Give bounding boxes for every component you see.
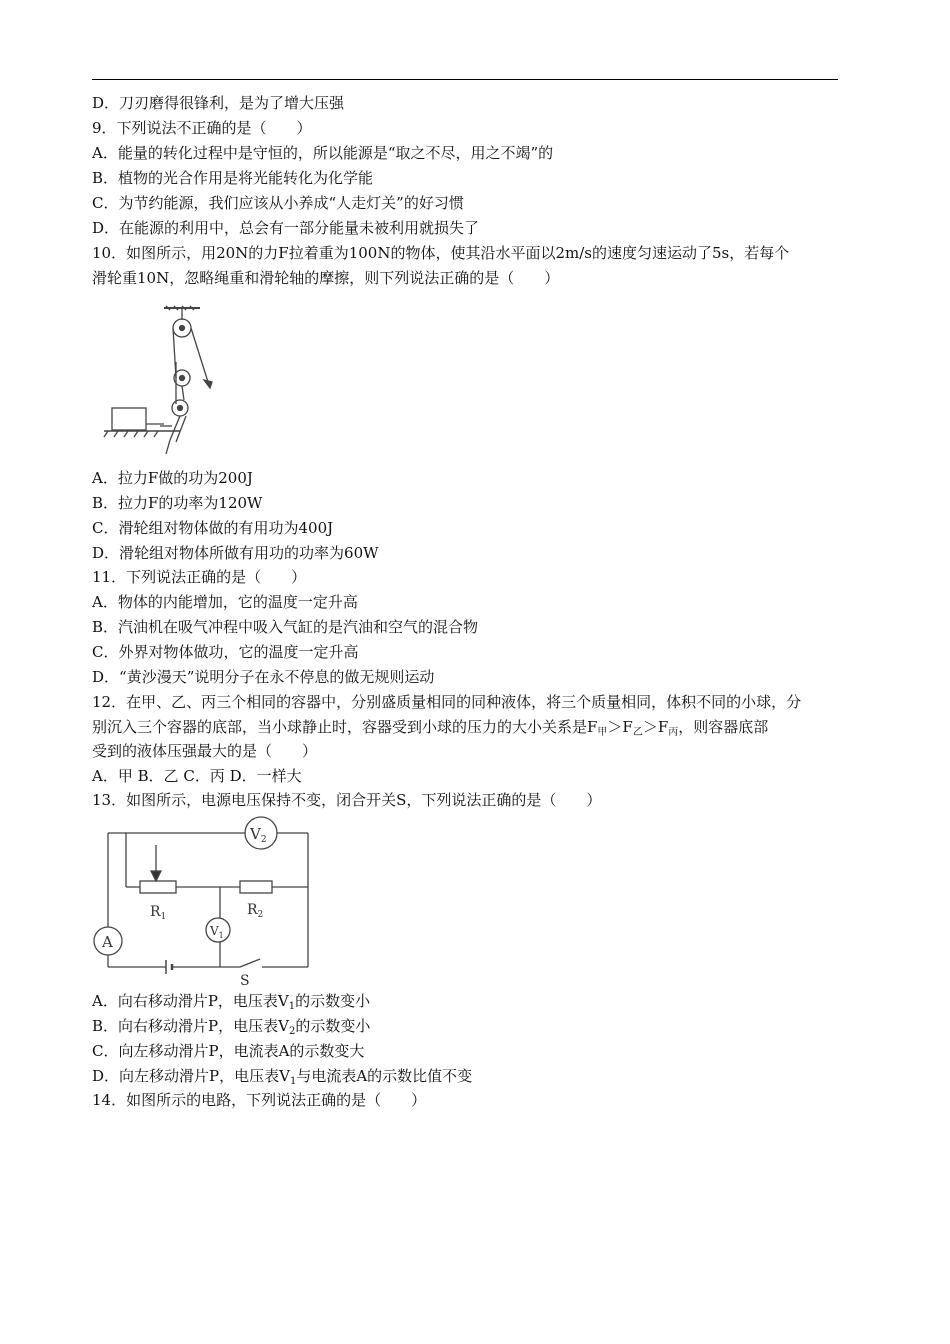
r2-label: $R_2$: [247, 902, 264, 920]
switch-label: S: [240, 973, 250, 989]
q9-stem: 9．下列说法不正确的是（ ）: [92, 119, 312, 137]
q12-stem-line1: 12．在甲、乙、丙三个相同的容器中，分别盛质量相同的同种液体，将三个质量相同，体积不同的小球，分: [92, 693, 802, 711]
header-rule: [92, 79, 838, 80]
q10-option-a: A．拉力F做的功为200J: [92, 469, 253, 487]
q12-options: A．甲 B．乙 C．丙 D．一样大: [92, 767, 302, 785]
v2-label: $V_2$: [250, 825, 267, 845]
pulley-system-figure: [100, 300, 240, 458]
q13-option-d: D．向左移动滑片P，电压表$V_1$与电流表A的示数比值不变: [92, 1067, 473, 1087]
q9-option-a: A．能量的转化过程中是守恒的，所以能源是“取之不尽，用之不竭”的: [92, 144, 554, 162]
q11-option-a: A．物体的内能增加，它的温度一定升高: [92, 593, 358, 611]
q10-option-b: B．拉力F的功率为120W: [92, 494, 263, 512]
q11-option-c: C．外界对物体做功，它的温度一定升高: [92, 643, 359, 661]
q10-option-c: C．滑轮组对物体做的有用功为400J: [92, 519, 334, 537]
q11-stem: 11．下列说法正确的是（ ）: [92, 568, 307, 586]
r1-label: $R_1$: [150, 904, 167, 922]
q13-option-a: A．向右移动滑片P，电压表$V_1$的示数变小: [92, 992, 371, 1012]
q13-stem: 13．如图所示，电源电压保持不变，闭合开关S，下列说法正确的是（ ）: [92, 791, 602, 809]
q10-stem-line2: 滑轮重10N，忽略绳重和滑轮轴的摩擦，则下列说法正确的是（ ）: [92, 269, 560, 287]
q12-stem-line2: 别沉入三个容器的底部，当小球静止时，容器受到小球的压力的大小关系是$F_甲>F_乙>F_丙$，则容器底部: [92, 718, 769, 738]
q9-option-c: C．为节约能源，我们应该从小养成“人走灯关”的好习惯: [92, 194, 464, 212]
q13-option-b: B．向右移动滑片P，电压表$V_2$的示数变小: [92, 1017, 371, 1037]
q11-option-b: B．汽油机在吸气冲程中吸入气缸的是汽油和空气的混合物: [92, 618, 479, 636]
q10-option-d: D．滑轮组对物体所做有用功的功率为60W: [92, 544, 379, 562]
q13-option-c: C．向左移动滑片P，电流表A的示数变大: [92, 1042, 365, 1060]
q10-stem-line1: 10．如图所示，用20N的力F拉着重为100N的物体，使其沿水平面以2m/s的速度匀速运动了5s，若每个: [92, 244, 790, 262]
ammeter-label: A: [102, 933, 113, 951]
prev-option-d: D．刀刃磨得很锋利，是为了增大压强: [92, 94, 345, 112]
circuit-diagram-figure: [90, 815, 320, 990]
q14-stem: 14．如图所示的电路，下列说法正确的是（ ）: [92, 1091, 427, 1109]
q12-stem-line3: 受到的液体压强最大的是（ ）: [92, 742, 318, 760]
v1-label: $V_1$: [210, 924, 224, 940]
q9-option-d: D．在能源的利用中，总会有一部分能量未被利用就损失了: [92, 219, 480, 237]
q9-option-b: B．植物的光合作用是将光能转化为化学能: [92, 169, 374, 187]
q11-option-d: D．“黄沙漫天”说明分子在永不停息的做无规则运动: [92, 668, 435, 686]
